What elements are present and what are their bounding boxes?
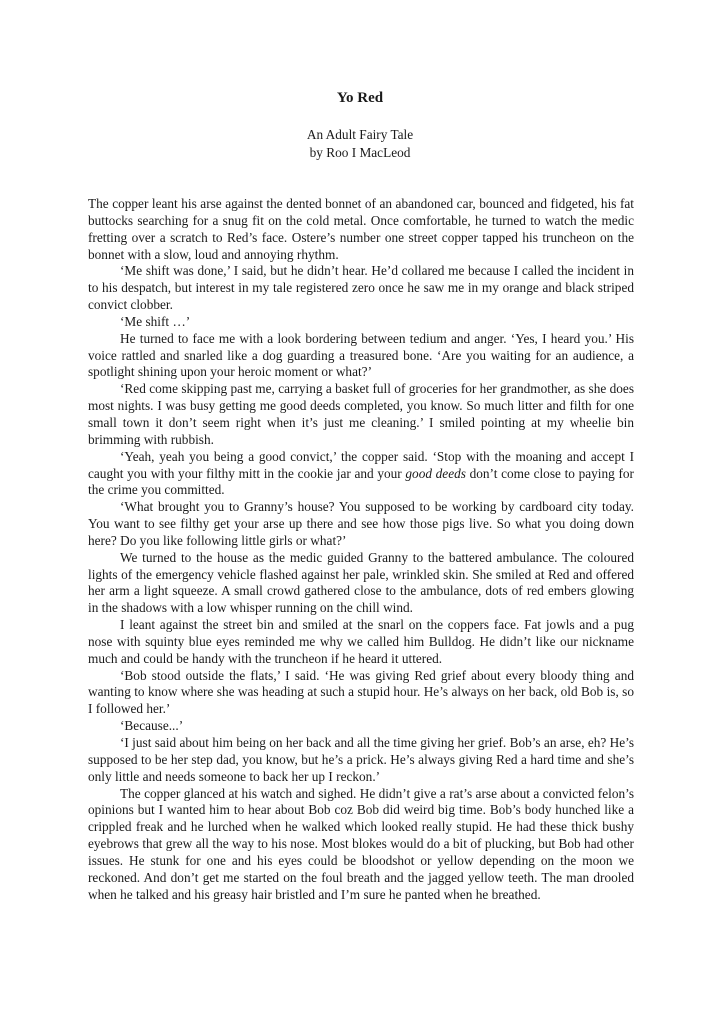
paragraph: ‘Because...’ [120, 718, 184, 734]
paragraph: ‘Me shift …’ [120, 313, 191, 329]
paragraph-text: ‘Yeah, yeah you being a good convict,’ the copper said. ‘Stop with the moaning and accept I caught you with your filthy mitt in the cookie jar and your [88, 448, 634, 481]
paragraph: ‘Me shift was done,’ I said, but he didn’t hear. He’d collared me because I called the incident in to his despatch, but interest in my tale registered zero once he saw me in my orange and black striped convict clobber. [88, 263, 634, 313]
italic-phrase: good deeds [405, 465, 466, 481]
paragraph: We turned to the house as the medic guided Granny to the battered ambulance. The coloured lights of the emergency vehicle flashed against her pale, wrinkled skin. She smiled at Red and offered her arm a light squeeze. A small crowd gathered close to the ambulance, dots of red embers glowing in the shadows with a low whisper running on the chill wind. [88, 549, 634, 616]
paragraph-text-tail: don’t come close to paying for the crime you committed. [88, 465, 634, 498]
paragraph: I leant against the street bin and smiled at the snarl on the coppers face. Fat jowls and a pug nose with squinty blue eyes reminded me why we called him Bulldog. He didn’t like our nickname much and could be handy with the truncheon if he heard it uttered. [88, 617, 634, 666]
paragraph: The copper leant his arse against the dented bonnet of an abandoned car, bounced and fidgeted, his fat buttocks searching for a snug fit on the cold metal. Once comfortable, he turned to watch the medic fretting over a scratch to Red’s face. Ostere’s number one street copper tapped his truncheon on the bonnet with a slow, loud and annoying rhythm. [88, 196, 634, 262]
document-title: Yo Red [336, 90, 384, 106]
paragraph: The copper glanced at his watch and sighed. He didn’t give a rat’s arse about a convicted felon’s opinions but I wanted him to hear about Bob coz Bob did weird big time. Bob’s body hunched like a crippled freak and he lurched when he walked which looked really stupid. He had these thick bushy eyebrows that grew all the way to his nose. Most blokes would do a bit of plucking, but Bob had other issues. He stunk for one and his eyes could be bloodshot or yellow depending on the moon we reckoned. And don’t get me started on the foul breath and the jagged yellow teeth. The man drooled when he talked and his greasy hair bristled and I’m sure he panted when he breathed. [88, 785, 634, 902]
story-body [88, 196, 634, 903]
paragraph: ‘What brought you to Granny’s house? You supposed to be working by cardboard city today. You want to see filthy get your arse up there and see how those pigs live. So what you doing down here? Do you like following little girls or what?’ [88, 499, 634, 548]
paragraph: He turned to face me with a look bordering between tedium and anger. ‘Yes, I heard you.’ His voice rattled and snarled like a dog guarding a treasured bone. ‘Are you waiting for an audience, a spotlight shining upon your heroic moment or what?’ [88, 330, 634, 380]
title-block [0, 126, 720, 162]
document-byline: by Roo I MacLeod [309, 145, 411, 160]
paragraph [88, 449, 634, 500]
paragraph: ‘Bob stood outside the flats,’ I said. ‘He was giving Red grief about every bloody thing and wanting to know where she was heading at such a stupid hour. He’s always on her back, old Bob is, so I followed her.’ [88, 667, 634, 717]
paragraph: ‘I just said about him being on her back and all the time giving her grief. Bob’s an arse, eh? He’s supposed to be her step dad, you know, but he’s a prick. He’s always giving Red a hard time and she’s only little and needs someone to back her up I reckon.’ [88, 735, 635, 784]
document-subtitle: An Adult Fairy Tale [306, 127, 414, 142]
paragraph: ‘Red come skipping past me, carrying a basket full of groceries for her grandmother, as she does most nights. I was busy getting me good deeds completed, you know. So much litter and filth for one small town it don’t seem right when it’s just me cleaning.’ I smiled pointing at my wheelie bin brimming with rubbish. [88, 381, 634, 447]
